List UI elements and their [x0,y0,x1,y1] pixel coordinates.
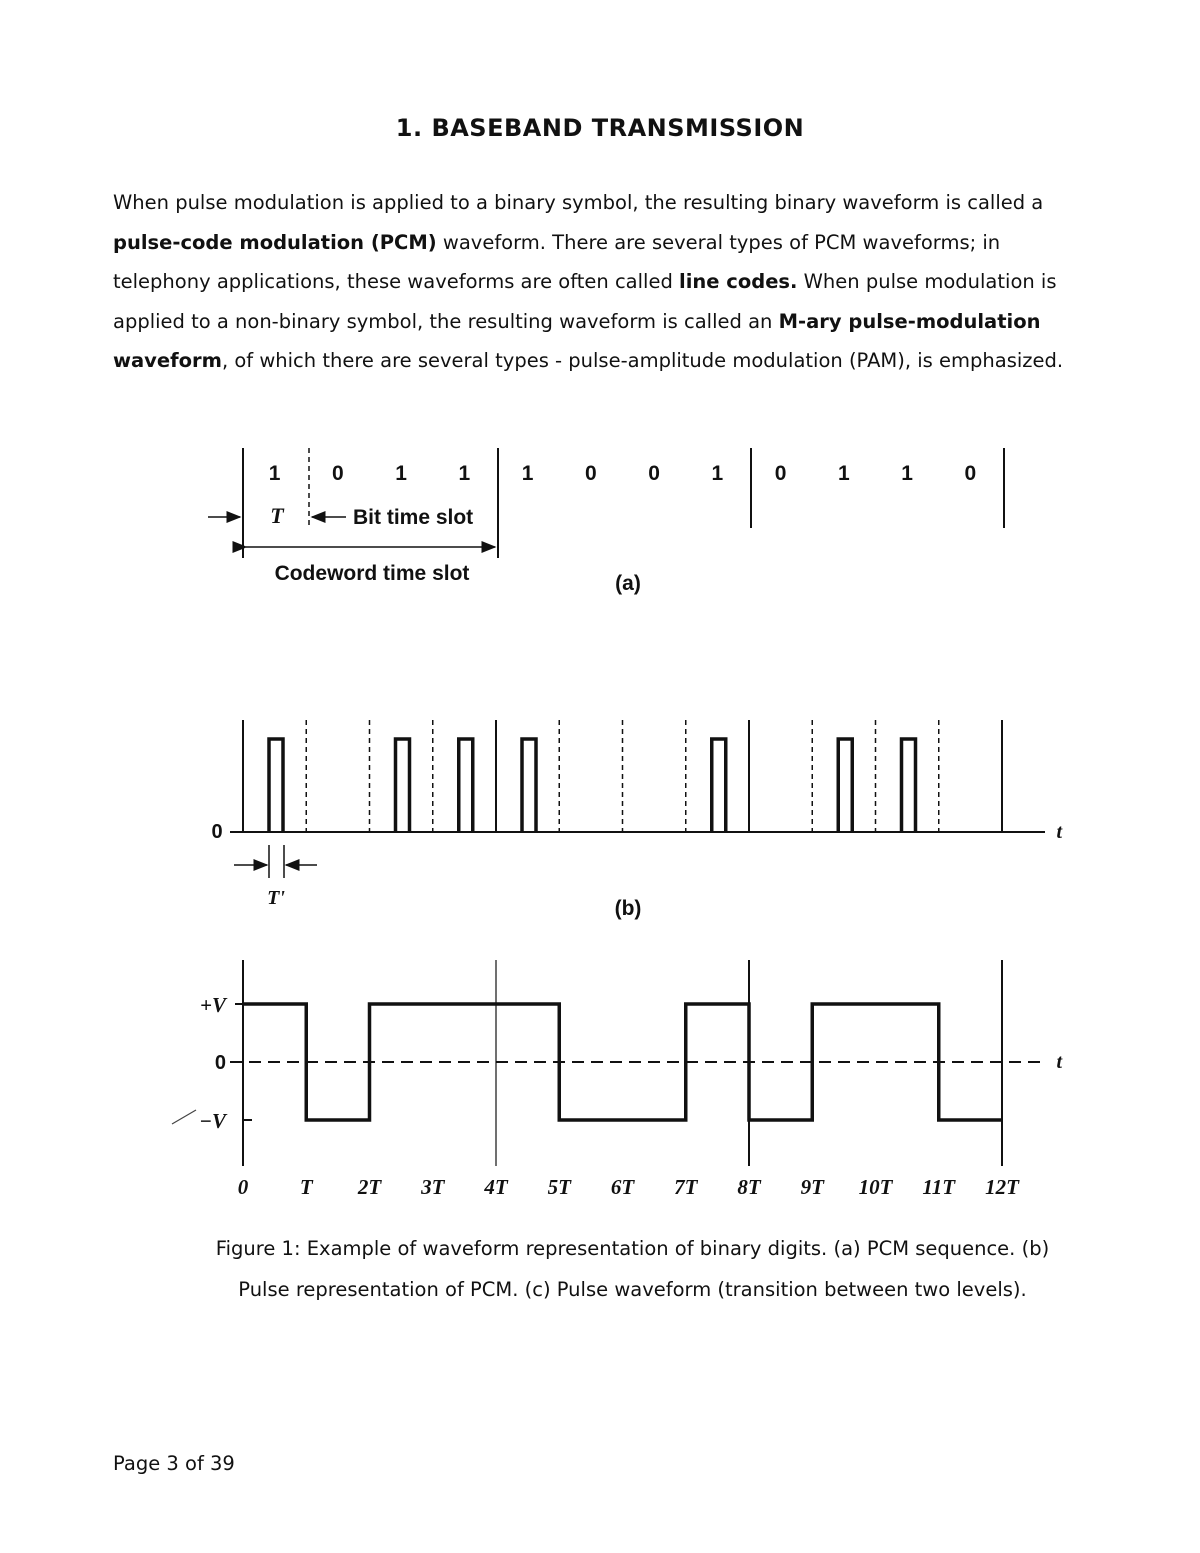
part-c-t-label: t [1056,1051,1062,1073]
bit-digit: 0 [585,462,597,485]
para-text-1: When pulse modulation is applied to a binary symbol, the resulting binary waveform is called a [113,191,1044,214]
bit-digit: 0 [332,462,344,485]
time-tick-label: 12T [985,1175,1019,1199]
caption-line-1: Figure 1: Example of waveform representation of binary digits. (a) PCM sequence. (b) [215,1237,1050,1260]
term-line-codes: line codes. [679,270,798,293]
pcm-figure [160,440,1060,1220]
pcm-pulse [396,739,410,832]
para-text-2: waveform. There are several types of PCM waveforms; in telephony applications, these waveforms are often called [113,230,1001,293]
section-title-text: BASEBAND TRANSMISSION [431,114,805,142]
part-a-pcm-sequence [208,448,1004,595]
bit-digit: 1 [395,462,407,485]
bit-digit: 0 [774,462,787,485]
time-tick-label: T [299,1175,313,1199]
time-tick-label: 5T [547,1175,571,1199]
part-c-zero-label: 0 [214,1052,226,1074]
pcm-pulse [269,739,283,832]
time-tick-label: 2T [357,1175,382,1199]
time-tick-label: 3T [421,1175,445,1199]
bit-time-slot-label: Bit time slot [353,506,474,529]
time-tick-label: 6T [610,1175,635,1199]
bit-digit: 0 [964,462,977,485]
bit-digit: 1 [458,462,471,485]
time-tick-label: 4T [484,1175,508,1199]
pulse-width-label: T' [267,887,285,909]
pcm-figure-svg [160,440,1060,1220]
part-b-t-label: t [1056,821,1062,843]
part-b-zero-label: 0 [211,821,223,843]
time-tick-label: 8T [737,1175,761,1199]
codeword-time-slot-label: Codeword time slot [274,562,470,585]
time-tick-label: 11T [922,1175,956,1199]
bit-digit: 1 [521,462,534,485]
term-pcm: pulse-code modulation (PCM) [113,230,437,254]
bit-digit: 1 [838,462,850,485]
para-text-3: When pulse modulation is applied to a non-binary symbol, the resulting waveform is called an [113,270,1057,333]
pen-mark [172,1110,196,1124]
part-b-pulse-representation [211,720,1063,920]
pcm-pulse [712,739,726,832]
pcm-pulse [838,739,852,832]
section-title [0,114,1200,142]
time-tick-label: 7T [674,1175,698,1199]
bit-digit: 1 [901,462,913,485]
time-tick-label: 0 [237,1175,249,1199]
caption-line-2: Pulse representation of PCM. (c) Pulse waveform (transition between two levels). [238,1278,1027,1301]
minus-v-label: −V [199,1109,226,1133]
part-b-label: (b) [614,897,642,920]
figure-caption [150,1228,1115,1310]
pcm-pulse [522,739,536,832]
pcm-pulse [459,739,473,832]
part-c-nrz-waveform [172,960,1063,1199]
para-text-4: , of which there are several types - pulse-amplitude modulation (PAM), is emphasized. [221,349,1064,372]
bit-digit: 0 [648,462,660,485]
bit-period-label: T [270,503,284,528]
intro-paragraph [113,183,1088,381]
section-number: 1. [395,114,423,142]
time-tick-label: 9T [800,1175,824,1199]
nrz-waveform [243,1004,1002,1120]
bit-digit: 1 [711,462,724,485]
time-tick-label: 10T [858,1175,893,1199]
term-mary: M-ary pulse-modulation waveform [113,309,1041,372]
page-number: Page 3 of 39 [113,1452,235,1475]
part-a-label: (a) [615,572,641,595]
plus-v-label: +V [200,993,226,1017]
bit-digit: 1 [268,462,281,485]
pcm-pulse [902,739,916,832]
